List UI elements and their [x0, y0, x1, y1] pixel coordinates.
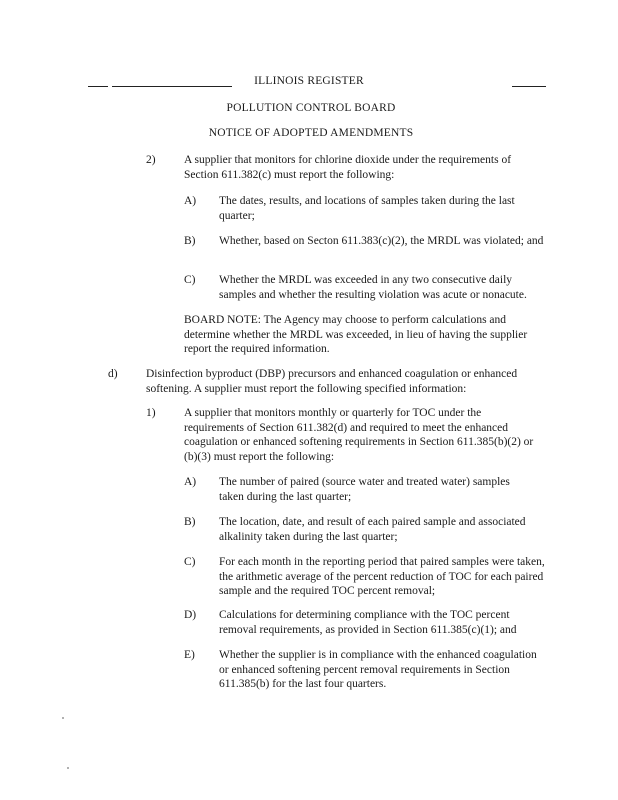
- board-title: POLLUTION CONTROL BOARD: [226, 102, 396, 114]
- item-d1b-label: B): [184, 516, 196, 528]
- scan-speck: [67, 767, 69, 769]
- item-2b-text: Whether, based on Secton 611.383(c)(2), the MRDL was violated; and: [219, 235, 544, 247]
- item-d1-text: A supplier that monitors monthly or quarterly for TOC under the requirements of Section 611.382(d) and required to meet the enhanced coagulation or enhanced softening requirements in Section 611.385(b)(2) or (b)(3) must report the following:: [184, 407, 534, 463]
- section-d-label: d): [108, 368, 118, 380]
- item-d1a-text: The number of paired (source water and treated water) samples taken during the last quarter;: [219, 476, 510, 503]
- register-title: ILLINOIS REGISTER: [254, 75, 364, 87]
- item-d1d-label: D): [184, 609, 197, 621]
- item-2c-label: C): [184, 274, 196, 286]
- item-d1c-text: For each month in the reporting period that paired samples were taken, the arithmetic average of the percent reduction of TOC for each paired sample and the required TOC percent removal;: [219, 556, 545, 597]
- item-2b-label: B): [184, 235, 196, 247]
- item-2c-text: Whether the MRDL was exceeded in any two consecutive daily samples and whether the resulting violation was acute or nonacute.: [219, 274, 527, 301]
- board-note: BOARD NOTE: The Agency may choose to perform calculations and determine whether the MRDL was exceeded, in lieu of having the supplier report the required information.: [184, 314, 528, 355]
- item-d1-label: 1): [146, 407, 156, 419]
- section-d-text: Disinfection byproduct (DBP) precursors and enhanced coagulation or enhanced softening. A supplier must report the following specified information:: [146, 368, 518, 395]
- item-2-text: A supplier that monitors for chlorine dioxide under the requirements of Section 611.382(c) must report the following:: [184, 154, 512, 181]
- item-d1d-text: Calculations for determining compliance with the TOC percent removal requirements, as provided in Section 611.385(c)(1); and: [219, 609, 517, 636]
- item-d1a-label: A): [184, 476, 197, 488]
- scan-speck: [62, 717, 64, 719]
- item-2a-text: The dates, results, and locations of samples taken during the last quarter;: [219, 195, 515, 222]
- item-2a-label: A): [184, 195, 197, 207]
- item-2-label: 2): [146, 154, 156, 166]
- item-d1e-text: Whether the supplier is in compliance with the enhanced coagulation or enhanced softening percent removal requirements in Section 611.385(b) for the last four quarters.: [219, 649, 537, 690]
- item-d1e-label: E): [184, 649, 195, 661]
- item-d1c-label: C): [184, 556, 196, 568]
- notice-title: NOTICE OF ADOPTED AMENDMENTS: [208, 127, 414, 139]
- item-d1b-text: The location, date, and result of each paired sample and associated alkalinity taken during the last quarter;: [219, 516, 526, 543]
